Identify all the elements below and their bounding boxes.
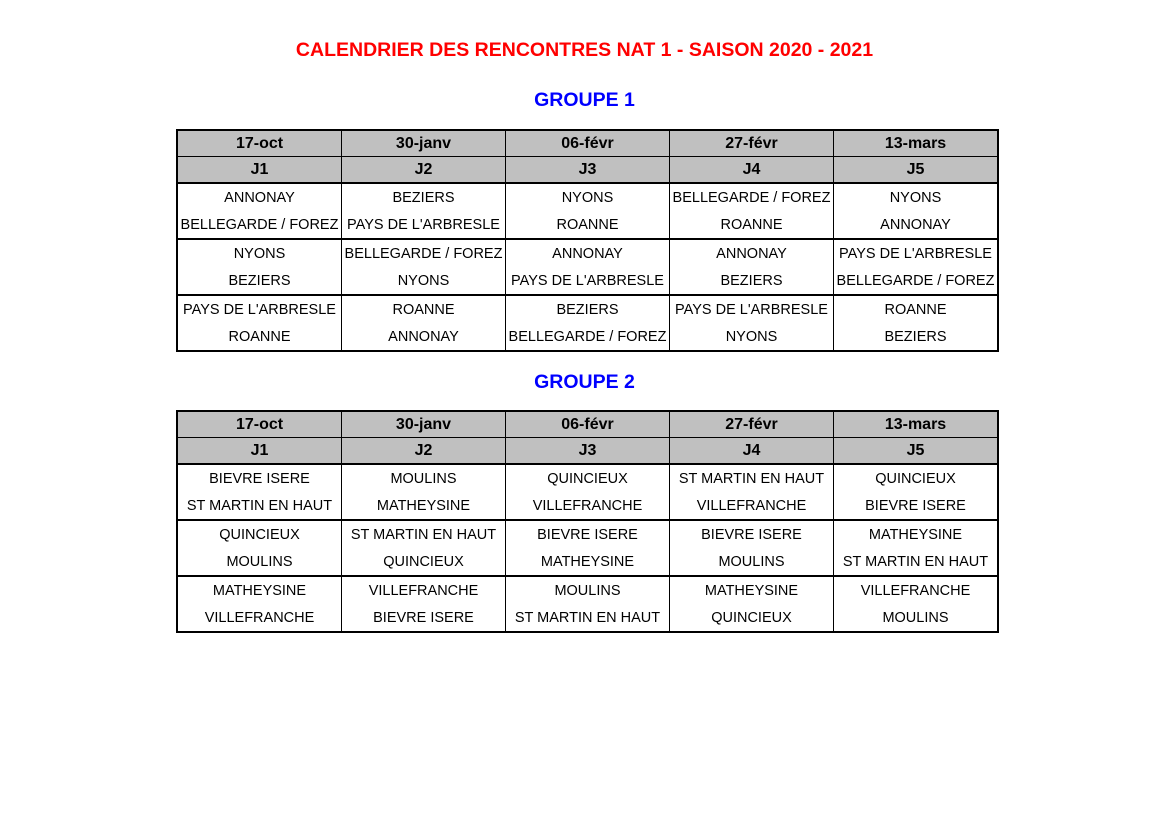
round-row [177, 157, 998, 184]
home-team-cell: MATHEYSINE [834, 520, 999, 548]
date-cell: 17-oct [177, 411, 342, 438]
away-team-cell: ROANNE [506, 211, 670, 239]
away-team-cell: VILLEFRANCHE [177, 604, 342, 632]
round-row [177, 438, 998, 465]
away-team-cell: BEZIERS [670, 267, 834, 295]
match-away-row [177, 267, 998, 295]
match-home-row [177, 576, 998, 604]
date-cell: 30-janv [342, 130, 506, 157]
match-home-row [177, 520, 998, 548]
home-team-cell: MOULINS [342, 464, 506, 492]
away-team-cell: ANNONAY [342, 323, 506, 351]
match-home-row [177, 183, 998, 211]
date-cell: 06-févr [506, 130, 670, 157]
home-team-cell: ROANNE [342, 295, 506, 323]
match-away-row [177, 323, 998, 351]
round-cell: J4 [670, 157, 834, 184]
round-cell: J5 [834, 157, 999, 184]
home-team-cell: NYONS [177, 239, 342, 267]
date-row [177, 130, 998, 157]
round-cell: J2 [342, 157, 506, 184]
group-2-schedule-table [176, 410, 999, 633]
date-cell: 30-janv [342, 411, 506, 438]
away-team-cell: ROANNE [670, 211, 834, 239]
match-home-row [177, 239, 998, 267]
home-team-cell: ST MARTIN EN HAUT [670, 464, 834, 492]
home-team-cell: BIEVRE ISERE [177, 464, 342, 492]
away-team-cell: NYONS [670, 323, 834, 351]
home-team-cell: ANNONAY [177, 183, 342, 211]
away-team-cell: BELLEGARDE / FOREZ [506, 323, 670, 351]
date-cell: 27-févr [670, 411, 834, 438]
away-team-cell: PAYS DE L'ARBRESLE [342, 211, 506, 239]
away-team-cell: ANNONAY [834, 211, 999, 239]
home-team-cell: BELLEGARDE / FOREZ [670, 183, 834, 211]
away-team-cell: VILLEFRANCHE [506, 492, 670, 520]
home-team-cell: NYONS [506, 183, 670, 211]
match-home-row [177, 295, 998, 323]
group-1-title: GROUPE 1 [534, 89, 635, 111]
home-team-cell: BEZIERS [506, 295, 670, 323]
date-cell: 13-mars [834, 130, 999, 157]
date-cell: 13-mars [834, 411, 999, 438]
away-team-cell: BEZIERS [177, 267, 342, 295]
home-team-cell: QUINCIEUX [834, 464, 999, 492]
match-away-row [177, 492, 998, 520]
away-team-cell: QUINCIEUX [670, 604, 834, 632]
home-team-cell: QUINCIEUX [177, 520, 342, 548]
group-1-schedule-table [176, 129, 999, 352]
round-cell: J3 [506, 157, 670, 184]
home-team-cell: ROANNE [834, 295, 999, 323]
away-team-cell: BIEVRE ISERE [834, 492, 999, 520]
round-cell: J5 [834, 438, 999, 465]
round-cell: J3 [506, 438, 670, 465]
away-team-cell: BELLEGARDE / FOREZ [177, 211, 342, 239]
match-away-row [177, 604, 998, 632]
home-team-cell: PAYS DE L'ARBRESLE [834, 239, 999, 267]
date-cell: 17-oct [177, 130, 342, 157]
away-team-cell: MATHEYSINE [342, 492, 506, 520]
away-team-cell: BEZIERS [834, 323, 999, 351]
home-team-cell: MATHEYSINE [177, 576, 342, 604]
away-team-cell: MOULINS [834, 604, 999, 632]
away-team-cell: MOULINS [177, 548, 342, 576]
home-team-cell: BELLEGARDE / FOREZ [342, 239, 506, 267]
home-team-cell: MATHEYSINE [670, 576, 834, 604]
match-home-row [177, 464, 998, 492]
away-team-cell: ST MARTIN EN HAUT [506, 604, 670, 632]
home-team-cell: BIEVRE ISERE [670, 520, 834, 548]
home-team-cell: NYONS [834, 183, 999, 211]
away-team-cell: ST MARTIN EN HAUT [834, 548, 999, 576]
round-cell: J1 [177, 157, 342, 184]
match-away-row [177, 548, 998, 576]
away-team-cell: BIEVRE ISERE [342, 604, 506, 632]
home-team-cell: BIEVRE ISERE [506, 520, 670, 548]
page-title: CALENDRIER DES RENCONTRES NAT 1 - SAISON 2020 - 2021 [295, 39, 874, 61]
away-team-cell: BELLEGARDE / FOREZ [834, 267, 999, 295]
away-team-cell: MATHEYSINE [506, 548, 670, 576]
home-team-cell: PAYS DE L'ARBRESLE [670, 295, 834, 323]
away-team-cell: VILLEFRANCHE [670, 492, 834, 520]
away-team-cell: NYONS [342, 267, 506, 295]
home-team-cell: ANNONAY [670, 239, 834, 267]
away-team-cell: PAYS DE L'ARBRESLE [506, 267, 670, 295]
home-team-cell: VILLEFRANCHE [834, 576, 999, 604]
date-cell: 27-févr [670, 130, 834, 157]
round-cell: J2 [342, 438, 506, 465]
away-team-cell: ROANNE [177, 323, 342, 351]
round-cell: J1 [177, 438, 342, 465]
home-team-cell: BEZIERS [342, 183, 506, 211]
away-team-cell: MOULINS [670, 548, 834, 576]
home-team-cell: ST MARTIN EN HAUT [342, 520, 506, 548]
round-cell: J4 [670, 438, 834, 465]
away-team-cell: QUINCIEUX [342, 548, 506, 576]
away-team-cell: ST MARTIN EN HAUT [177, 492, 342, 520]
home-team-cell: QUINCIEUX [506, 464, 670, 492]
home-team-cell: VILLEFRANCHE [342, 576, 506, 604]
home-team-cell: ANNONAY [506, 239, 670, 267]
date-cell: 06-févr [506, 411, 670, 438]
home-team-cell: PAYS DE L'ARBRESLE [177, 295, 342, 323]
match-away-row [177, 211, 998, 239]
date-row [177, 411, 998, 438]
group-2-title: GROUPE 2 [534, 371, 635, 393]
home-team-cell: MOULINS [506, 576, 670, 604]
